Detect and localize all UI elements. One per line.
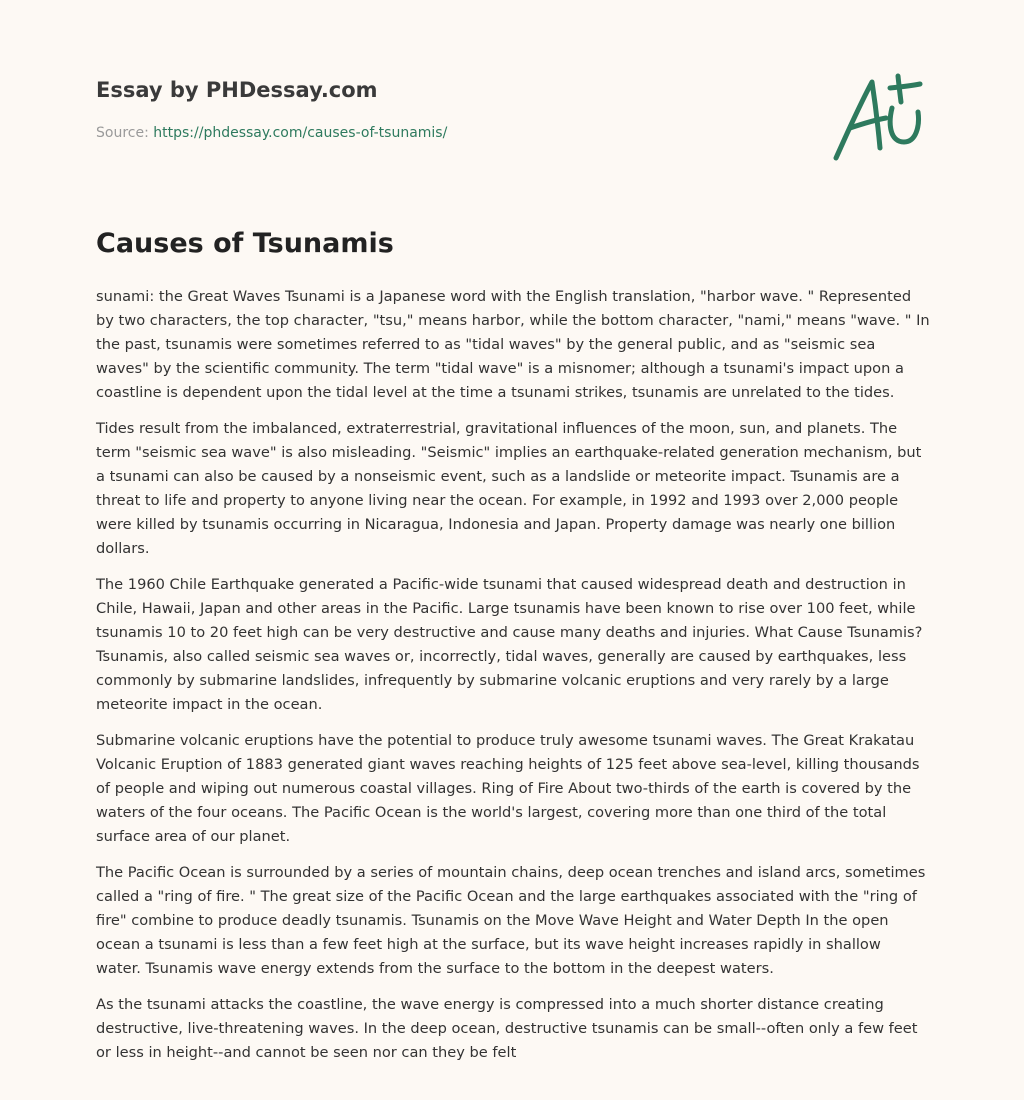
essay-body bbox=[96, 285, 930, 1077]
source-label: Source: bbox=[96, 125, 154, 141]
a-plus-logo-icon bbox=[828, 68, 928, 168]
essay-paragraph: The 1960 Chile Earthquake generated a Pacific-wide tsunami that caused widespread death and destruction in Chile, Hawaii, Japan and other areas in the Pacific. Large tsunamis have been known to rise over 100 feet, while tsunamis 10 to 20 feet high can be very destructive and cause many deaths and injuries. What Cause Tsunamis? Tsunamis, also called seismic sea waves or, incorrectly, tidal waves, generally are caused by earthquakes, less commonly by submarine landslides, infrequently by submarine volcanic eruptions and very rarely by a large meteorite impact in the ocean. bbox=[96, 576, 923, 713]
essay-title: Causes of Tsunamis bbox=[96, 228, 394, 259]
brand-title: Essay by PHDessay.com bbox=[96, 78, 378, 102]
essay-paragraph: As the tsunami attacks the coastline, the wave energy is compressed into a much shorter distance creating destructive, live-threatening waves. In the deep ocean, destructive tsunamis can be small--often only a few feet or less in height--and cannot be seen nor can they be felt bbox=[96, 996, 918, 1061]
essay-paragraph: Tides result from the imbalanced, extraterrestrial, gravitational influences of the moon, sun, and planets. The term "seismic sea wave" is also misleading. "Seismic" implies an earthquake-related generation mechanism, but a tsunami can also be caused by a nonseismic event, such as a landslide or meteorite impact. Tsunamis are a threat to life and property to anyone living near the ocean. For example, in 1992 and 1993 over 2,000 people were killed by tsunamis occurring in Nicaragua, Indonesia and Japan. Property damage was nearly one billion dollars. bbox=[96, 420, 922, 557]
essay-paragraph: Submarine volcanic eruptions have the potential to produce truly awesome tsunami waves. The Great Krakatau Volcanic Eruption of 1883 generated giant waves reaching heights of 125 feet above sea-level, killing thousands of people and wiping out numerous coastal villages. Ring of Fire About two-thirds of the earth is covered by the waters of the four oceans. The Pacific Ocean is the world's largest, covering more than one third of the total surface area of our planet. bbox=[96, 732, 920, 845]
essay-paragraph: The Pacific Ocean is surrounded by a series of mountain chains, deep ocean trenches and island arcs, sometimes called a "ring of fire. " The great size of the Pacific Ocean and the large earthquakes associated with the "ring of fire" combine to produce deadly tsunamis. Tsunamis on the Move Wave Height and Water Depth In the open ocean a tsunami is less than a few feet high at the surface, but its wave height increases rapidly in shallow water. Tsunamis wave energy extends from the surface to the bottom in the deepest waters. bbox=[96, 864, 926, 977]
source-line bbox=[96, 124, 928, 142]
essay-header bbox=[96, 76, 928, 186]
essay-paragraph: sunami: the Great Waves Tsunami is a Japanese word with the English translation, "harbor wave. " Represented by two characters, the top character, "tsu," means harbor, while the bottom character, "nami," means "wave. " In the past, tsunamis were sometimes referred to as "tidal waves" by the general public, and as "seismic sea waves" by the scientific community. The term "tidal wave" is a misnomer; although a tsunami's impact upon a coastline is dependent upon the tidal level at the time a tsunami strikes, tsunamis are unrelated to the tides. bbox=[96, 288, 930, 401]
source-link[interactable]: https://phdessay.com/causes-of-tsunamis/ bbox=[153, 125, 448, 141]
